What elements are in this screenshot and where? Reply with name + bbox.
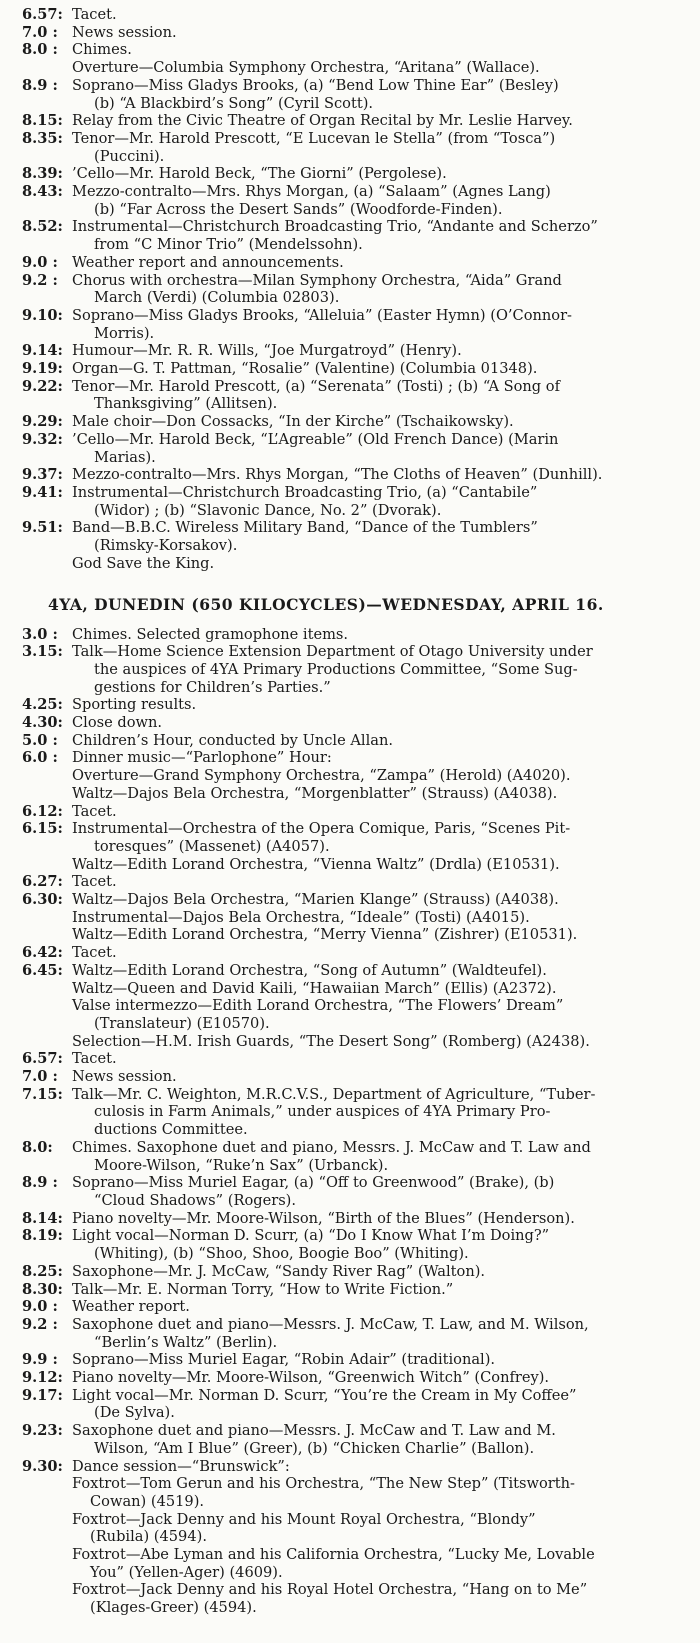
entry-text xyxy=(72,785,688,803)
entry-time: 7.0 : xyxy=(22,1068,58,1086)
entry-text xyxy=(72,165,688,183)
entry-text xyxy=(72,519,688,554)
entry-time: 8.19: xyxy=(22,1227,63,1245)
entry-time: 8.15: xyxy=(22,112,63,130)
entry-text xyxy=(72,1263,688,1281)
entry-line: (Klages-Greer) (4594). xyxy=(90,1599,257,1617)
entry-time: 7.0 : xyxy=(22,23,58,41)
entry-line: Tacet. xyxy=(72,802,117,820)
entry-text xyxy=(72,1227,688,1262)
entry-text xyxy=(72,1068,688,1086)
entry-time: 6.45: xyxy=(22,961,63,979)
entry-text xyxy=(72,997,688,1032)
programme-entry xyxy=(22,626,688,644)
entry-text xyxy=(72,59,688,77)
entry-time: 9.51: xyxy=(22,519,63,537)
entry-text xyxy=(72,466,688,484)
entry-text xyxy=(72,218,688,253)
entry-time: 9.0 : xyxy=(22,253,58,271)
programme-entry xyxy=(22,1033,688,1051)
entry-text xyxy=(72,1511,688,1546)
programme-entry xyxy=(22,41,688,59)
entry-line: (Puccini). xyxy=(94,147,165,165)
entry-line: Talk—Mr. E. Norman Torry, “How to Write Fiction.” xyxy=(72,1280,454,1298)
entry-line: Dance session—“Brunswick”: xyxy=(72,1457,290,1475)
programme-entry xyxy=(22,749,688,767)
programme-entry xyxy=(22,378,688,413)
entry-line: Valse intermezzo—Edith Lorand Orchestra, “The Flowers’ Dream” xyxy=(72,997,564,1015)
entry-time: 6.15: xyxy=(22,820,63,838)
entry-line: Dinner music—“Parlophone” Hour: xyxy=(72,749,332,767)
entry-line: the auspices of 4YA Primary Productions Committee, “Some Sug- xyxy=(94,660,578,678)
entry-line: Soprano—Miss Gladys Brooks, (a) “Bend Low Thine Ear” (Besley) xyxy=(72,76,559,94)
entry-time: 5.0 : xyxy=(22,731,58,749)
programme-entry xyxy=(22,1458,688,1476)
entry-text xyxy=(72,77,688,112)
programme-entry xyxy=(22,466,688,484)
entry-time: 7.15: xyxy=(22,1085,63,1103)
entry-time: 9.41: xyxy=(22,483,63,501)
entry-line: Foxtrot—Jack Denny and his Royal Hotel Orchestra, “Hang on to Me” xyxy=(72,1581,588,1599)
programme-entry xyxy=(22,1387,688,1422)
programme-entry xyxy=(22,820,688,855)
entry-text xyxy=(72,41,688,59)
entry-line: Soprano—Miss Muriel Eagar, (a) “Off to Greenwood” (Brake), (b) xyxy=(72,1174,555,1192)
entry-line: Instrumental—Christchurch Broadcasting Trio, (a) “Cantabile” xyxy=(72,483,538,501)
entry-line: Relay from the Civic Theatre of Organ Recital by Mr. Leslie Harvey. xyxy=(72,112,573,130)
entry-line: Mezzo-contralto—Mrs. Rhys Morgan, (a) “Salaam” (Agnes Lang) xyxy=(72,183,551,201)
programme-entry xyxy=(22,254,688,272)
entry-text xyxy=(72,803,688,821)
entry-text xyxy=(72,378,688,413)
programme-entry xyxy=(22,1174,688,1209)
entry-line: Mezzo-contralto—Mrs. Rhys Morgan, “The Cloths of Heaven” (Dunhill). xyxy=(72,466,603,484)
programme-entry xyxy=(22,1511,688,1546)
entry-line: Waltz—Dajos Bela Orchestra, “Morgenblatter” (Strauss) (A4038). xyxy=(72,784,558,802)
entry-line: Sporting results. xyxy=(72,696,197,714)
entry-time: 6.57: xyxy=(22,6,63,23)
entry-line: Foxtrot—Tom Gerun and his Orchestra, “The New Step” (Titsworth- xyxy=(72,1475,575,1493)
entry-text xyxy=(72,749,688,767)
entry-line: Cowan) (4519). xyxy=(90,1492,205,1510)
programme-entry xyxy=(22,1068,688,1086)
entry-line: Selection—H.M. Irish Guards, “The Desert Song” (Romberg) (A2438). xyxy=(72,1032,590,1050)
entry-line: Piano novelty—Mr. Moore-Wilson, “Birth of the Blues” (Henderson). xyxy=(72,1209,575,1227)
entry-text xyxy=(72,254,688,272)
entry-time: 4.30: xyxy=(22,714,63,732)
programme-entry xyxy=(22,696,688,714)
entry-line: (Translateur) (E10570). xyxy=(94,1014,270,1032)
programme-entry xyxy=(22,1139,688,1174)
entry-line: Chimes. Selected gramophone items. xyxy=(72,625,349,643)
programme-entry xyxy=(22,165,688,183)
entry-time: 9.12: xyxy=(22,1369,63,1387)
entry-line: culosis in Farm Animals,” under auspices of 4YA Primary Pro- xyxy=(94,1103,551,1121)
entry-line: ’Cello—Mr. Harold Beck, “The Giorni” (Pergolese). xyxy=(72,165,447,183)
entry-line: Weather report. xyxy=(72,1298,190,1316)
entry-time: 8.43: xyxy=(22,183,63,201)
entry-time: 9.2 : xyxy=(22,1315,58,1333)
entry-time: 6.0 : xyxy=(22,749,58,767)
entry-text xyxy=(72,413,688,431)
programme-entry xyxy=(22,962,688,980)
entry-text xyxy=(72,1139,688,1174)
entry-text xyxy=(72,1316,688,1351)
entry-line: Soprano—Miss Gladys Brooks, “Alleluia” (Easter Hymn) (O’Connor- xyxy=(72,306,572,324)
entry-time: 8.35: xyxy=(22,129,63,147)
entry-text xyxy=(72,1210,688,1228)
entry-line: Soprano—Miss Muriel Eagar, “Robin Adair” (traditional). xyxy=(72,1351,496,1369)
entry-line: Overture—Grand Symphony Orchestra, “Zampa” (Herold) (A4020). xyxy=(72,767,571,785)
entry-text xyxy=(72,130,688,165)
entry-line: March (Verdi) (Columbia 02803). xyxy=(94,289,340,307)
entry-text xyxy=(72,626,688,644)
entry-line: Marias). xyxy=(94,448,156,466)
programme-entry xyxy=(22,643,688,696)
entry-text xyxy=(72,24,688,42)
programme-entry xyxy=(22,183,688,218)
entry-line: Waltz—Edith Lorand Orchestra, “Vienna Waltz” (Drdla) (E10531). xyxy=(72,855,560,873)
programme-entry xyxy=(22,519,688,554)
entry-text xyxy=(72,1086,688,1139)
entry-time: 6.57: xyxy=(22,1050,63,1068)
entry-line: Morris). xyxy=(94,324,155,342)
entry-line: Talk—Home Science Extension Department of Otago University under xyxy=(72,643,593,661)
programme-entry xyxy=(22,714,688,732)
programme-entry xyxy=(22,272,688,307)
entry-text xyxy=(72,732,688,750)
entry-line: “Cloud Shadows” (Rogers). xyxy=(94,1192,297,1209)
entry-time: 6.12: xyxy=(22,802,63,820)
entry-text xyxy=(72,909,688,927)
programme-entry xyxy=(22,360,688,378)
entry-time: 9.23: xyxy=(22,1422,63,1440)
entry-line: (Rimsky-Korsakov). xyxy=(94,537,238,555)
entry-text xyxy=(72,307,688,342)
entry-time: 6.42: xyxy=(22,944,63,962)
programme-entry xyxy=(22,803,688,821)
entry-line: Humour—Mr. R. R. Wills, “Joe Murgatroyd” (Henry). xyxy=(72,342,462,360)
programme-entry xyxy=(22,785,688,803)
entry-text xyxy=(72,112,688,130)
entry-line: Band—B.B.C. Wireless Military Band, “Dance of the Tumblers” xyxy=(72,519,538,537)
entry-line: Light vocal—Norman D. Scurr, (a) “Do I Know What I’m Doing?” xyxy=(72,1227,550,1245)
entry-line: Moore-Wilson, “Ruke’n Sax” (Urbanck). xyxy=(94,1156,389,1174)
entry-text xyxy=(72,1369,688,1387)
entry-time: 4.25: xyxy=(22,696,63,714)
programme-entry xyxy=(22,218,688,253)
entry-time: 8.9 : xyxy=(22,1174,58,1192)
entry-time: 9.37: xyxy=(22,466,63,484)
programme-entry xyxy=(22,1581,688,1616)
entry-time: 9.9 : xyxy=(22,1351,58,1369)
entry-line: Male choir—Don Cossacks, “In der Kirche” (Tschaikowsky). xyxy=(72,413,514,431)
programme-entry xyxy=(22,112,688,130)
entry-time: 8.9 : xyxy=(22,76,58,94)
entry-line: Piano novelty—Mr. Moore-Wilson, “Greenwich Witch” (Confrey). xyxy=(72,1369,550,1387)
entry-text xyxy=(72,1298,688,1316)
entry-line: Tenor—Mr. Harold Prescott, (a) “Serenata” (Tosti) ; (b) “A Song of xyxy=(72,377,560,395)
entry-text xyxy=(72,820,688,855)
programme-entry xyxy=(22,1281,688,1299)
entry-text xyxy=(72,1546,688,1581)
programme-entry xyxy=(22,1086,688,1139)
entry-line: Tacet. xyxy=(72,944,117,962)
programme-entry xyxy=(22,59,688,77)
entry-time: 6.30: xyxy=(22,891,63,909)
entry-time: 9.17: xyxy=(22,1386,63,1404)
entry-text xyxy=(72,1422,688,1457)
entry-time: 8.0: xyxy=(22,1138,53,1156)
programme-entry xyxy=(22,130,688,165)
entry-time: 8.39: xyxy=(22,165,63,183)
entry-time: 3.0 : xyxy=(22,625,58,643)
programme-entry xyxy=(22,431,688,466)
programme-entry xyxy=(22,6,688,24)
programme-entry xyxy=(22,1050,688,1068)
entry-line: Children’s Hour, conducted by Uncle Allan. xyxy=(72,731,393,749)
programme-entry xyxy=(22,873,688,891)
entry-line: Chorus with orchestra—Milan Symphony Orchestra, “Aida” Grand xyxy=(72,271,562,289)
entry-line: Overture—Columbia Symphony Orchestra, “Aritana” (Wallace). xyxy=(72,59,540,77)
entry-text xyxy=(72,1387,688,1422)
entry-text xyxy=(72,6,688,24)
entry-line: Chimes. Saxophone duet and piano, Messrs. J. McCaw and T. Law and xyxy=(72,1138,591,1156)
programme-entry xyxy=(22,856,688,874)
programme-entry xyxy=(22,1369,688,1387)
entry-line: Chimes. xyxy=(72,41,132,59)
programme-entry xyxy=(22,1210,688,1228)
closing-line: God Save the King. xyxy=(72,554,215,572)
programme-section-2 xyxy=(0,626,700,1617)
programme-entry xyxy=(22,307,688,342)
entry-line: Waltz—Dajos Bela Orchestra, “Marien Klange” (Strauss) (A4038). xyxy=(72,891,559,909)
entry-line: gestions for Children’s Parties.” xyxy=(94,678,331,696)
entry-line: Weather report and announcements. xyxy=(72,253,344,271)
programme-entry xyxy=(22,1227,688,1262)
programme-entry xyxy=(22,891,688,909)
programme-entry xyxy=(22,1298,688,1316)
entry-line: Tacet. xyxy=(72,873,117,891)
entry-line: (b) “A Blackbird’s Song” (Cyril Scott). xyxy=(94,94,374,112)
entry-line: Close down. xyxy=(72,714,163,732)
entry-line: ’Cello—Mr. Harold Beck, “L’Agreable” (Old French Dance) (Marin xyxy=(72,430,559,448)
entry-time: 9.10: xyxy=(22,306,63,324)
programme-entry xyxy=(22,926,688,944)
entry-text xyxy=(72,1351,688,1369)
entry-line: Foxtrot—Jack Denny and his Mount Royal Orchestra, “Blondy” xyxy=(72,1510,536,1528)
entry-line: News session. xyxy=(72,1068,177,1086)
programme-entry xyxy=(22,24,688,42)
entry-line: You” (Yellen-Ager) (4609). xyxy=(90,1563,283,1581)
entry-time: 8.14: xyxy=(22,1209,63,1227)
entry-time: 9.19: xyxy=(22,360,63,378)
entry-text xyxy=(72,1174,688,1209)
entry-line: (Whiting), (b) “Shoo, Shoo, Boogie Boo” (Whiting). xyxy=(94,1245,469,1263)
entry-time: 9.30: xyxy=(22,1457,63,1475)
entry-line: Instrumental—Christchurch Broadcasting Trio, “Andante and Scherzo” xyxy=(72,218,598,236)
entry-text xyxy=(72,431,688,466)
entry-line: Tacet. xyxy=(72,1050,117,1068)
entry-line: Waltz—Edith Lorand Orchestra, “Song of Autumn” (Waldteufel). xyxy=(72,961,547,979)
entry-text xyxy=(72,944,688,962)
entry-line: (b) “Far Across the Desert Sands” (Woodforde-Finden). xyxy=(94,200,503,218)
entry-text xyxy=(72,926,688,944)
entry-time: 8.25: xyxy=(22,1262,63,1280)
entry-text xyxy=(72,696,688,714)
programme-entry xyxy=(22,1351,688,1369)
programme-entry xyxy=(22,484,688,519)
entry-text xyxy=(72,1458,688,1476)
entry-line: Foxtrot—Abe Lyman and his California Orchestra, “Lucky Me, Lovable xyxy=(72,1546,595,1564)
entry-line: News session. xyxy=(72,23,177,41)
programme-entry xyxy=(22,1263,688,1281)
programme-entry xyxy=(22,980,688,998)
entry-line: from “C Minor Trio” (Mendelssohn). xyxy=(94,236,363,254)
entry-text xyxy=(72,856,688,874)
programme-entry xyxy=(22,1475,688,1510)
entry-line: Instrumental—Orchestra of the Opera Comique, Paris, “Scenes Pit- xyxy=(72,820,571,838)
entry-text xyxy=(72,980,688,998)
entry-time: 9.22: xyxy=(22,377,63,395)
entry-line: Waltz—Edith Lorand Orchestra, “Merry Vienna” (Zishrer) (E10531). xyxy=(72,926,578,944)
entry-line: “Berlin’s Waltz” (Berlin). xyxy=(94,1333,278,1351)
entry-time: 9.32: xyxy=(22,430,63,448)
entry-line: Talk—Mr. C. Weighton, M.R.C.V.S., Department of Agriculture, “Tuber- xyxy=(72,1085,596,1103)
programme-entry xyxy=(22,997,688,1032)
entry-time: 9.29: xyxy=(22,413,63,431)
entry-text xyxy=(72,1050,688,1068)
entry-line: Wilson, “Am I Blue” (Greer), (b) “Chicken Charlie” (Ballon). xyxy=(94,1439,535,1457)
programme-entry xyxy=(22,77,688,112)
station-heading: 4YA, DUNEDIN (650 KILOCYCLES)—WEDNESDAY, APRIL 16. xyxy=(48,594,604,614)
entry-text xyxy=(72,873,688,891)
programme-entry xyxy=(22,909,688,927)
entry-time: 3.15: xyxy=(22,643,63,661)
entry-text xyxy=(72,1581,688,1616)
entry-text xyxy=(72,891,688,909)
programme-entry xyxy=(22,413,688,431)
entry-text xyxy=(72,643,688,696)
programme-entry xyxy=(22,767,688,785)
entry-line: Saxophone duet and piano—Messrs. J. McCaw and T. Law and M. xyxy=(72,1422,556,1440)
entry-line: (Rubila) (4594). xyxy=(90,1528,207,1546)
entry-line: ductions Committee. xyxy=(94,1121,248,1139)
entry-text xyxy=(72,183,688,218)
programme-entry xyxy=(22,1316,688,1351)
entry-time: 9.0 : xyxy=(22,1298,58,1316)
entry-time: 6.27: xyxy=(22,873,63,891)
entry-text xyxy=(72,767,688,785)
entry-line: Tenor—Mr. Harold Prescott, “E Lucevan le Stella” (from “Tosca”) xyxy=(72,129,556,147)
entry-line: Organ—G. T. Pattman, “Rosalie” (Valentine) (Columbia 01348). xyxy=(72,360,538,378)
entry-text xyxy=(72,342,688,360)
entry-line: Saxophone—Mr. J. McCaw, “Sandy River Rag” (Walton). xyxy=(72,1262,486,1280)
entry-time: 9.2 : xyxy=(22,271,58,289)
entry-time: 8.0 : xyxy=(22,41,58,59)
entry-text xyxy=(72,714,688,732)
entry-text xyxy=(72,360,688,378)
entry-text xyxy=(72,1033,688,1051)
entry-line: Light vocal—Mr. Norman D. Scurr, “You’re the Cream in My Coffee” xyxy=(72,1386,577,1404)
programme-entry xyxy=(22,1422,688,1457)
entry-line: toresques” (Massenet) (A4057). xyxy=(94,837,330,855)
entry-text xyxy=(72,1475,688,1510)
entry-text xyxy=(72,272,688,307)
entry-line: Instrumental—Dajos Bela Orchestra, “Ideale” (Tosti) (A4015). xyxy=(72,908,530,926)
entry-text xyxy=(72,484,688,519)
entry-text xyxy=(72,962,688,980)
programme-section-1 xyxy=(0,0,700,555)
programme-entry xyxy=(22,944,688,962)
entry-text xyxy=(72,1281,688,1299)
programme-entry xyxy=(22,1546,688,1581)
entry-line: Thanksgiving” (Allitsen). xyxy=(94,395,278,413)
programme-entry xyxy=(22,732,688,750)
entry-line: Tacet. xyxy=(72,6,117,23)
entry-time: 8.52: xyxy=(22,218,63,236)
entry-line: Waltz—Queen and David Kaili, “Hawaiian March” (Ellis) (A2372). xyxy=(72,979,557,997)
entry-line: (Widor) ; (b) “Slavonic Dance, No. 2” (Dvorak). xyxy=(94,501,442,519)
entry-time: 9.14: xyxy=(22,342,63,360)
programme-entry xyxy=(22,342,688,360)
entry-line: (De Sylva). xyxy=(94,1404,175,1422)
entry-time: 8.30: xyxy=(22,1280,63,1298)
entry-line: Saxophone duet and piano—Messrs. J. McCaw, T. Law, and M. Wilson, xyxy=(72,1315,589,1333)
